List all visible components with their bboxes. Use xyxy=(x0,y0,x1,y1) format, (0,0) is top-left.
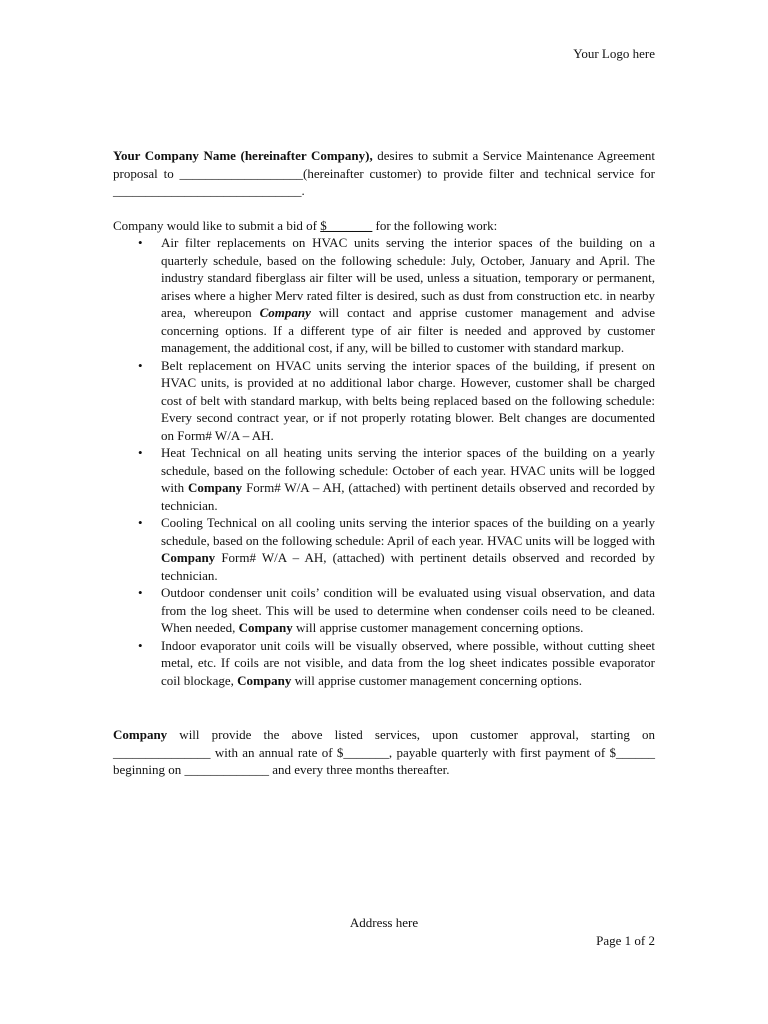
closing-paragraph xyxy=(113,726,655,779)
service-text: Air filter replacements on HVAC units serving the interior spaces of the building on a quarterly schedule, based on the following schedule: July, October, January and April. The industry standard fiberglass air filter will be used, unless a situation, temporary or permanent, arises where a higher Merv rated filter is desired, such as dust from construction etc. in nearby area, whereupon xyxy=(161,235,655,320)
service-text: will contact and apprise customer management and advise concerning options. If a different type of air filter is needed and approved by customer management, the additional cost, if any, will be billed to customer with standard markup. xyxy=(161,305,655,355)
company-emphasis: Company xyxy=(188,480,243,495)
logo-placeholder: Your Logo here xyxy=(573,46,655,61)
intro-text-3: . xyxy=(301,183,305,198)
service-text: Belt replacement on HVAC units serving the interior spaces of the building, if present on HVAC units, is provided at no additional labor charge. However, customer shall be charged cost of belt with standard markup, with belts being replaced based on the following schedule: Every second contract year, or if not properly rotating blower. Belt changes are documented on Form# W/A – AH. xyxy=(161,357,655,443)
company-emphasis: Company xyxy=(238,620,293,635)
document-body xyxy=(113,147,655,779)
service-text: will apprise customer management concerning options. xyxy=(292,620,584,635)
service-item-air-filter xyxy=(161,234,655,357)
service-text: Indoor evaporator unit coils will be visually observed, where possible, without cutting sheet metal, etc. If coils are not visible, and data from the log sheet indicates possible evaporator coil blockage, xyxy=(161,637,655,688)
service-item-heat xyxy=(161,444,655,514)
service-blank: _____________________________ xyxy=(113,183,302,198)
address-placeholder: Address here xyxy=(349,915,419,930)
intro-text-2: (hereinafter customer) to provide filter and technical service for xyxy=(303,165,656,181)
service-item-cooling xyxy=(161,514,655,584)
intro-paragraph xyxy=(113,147,655,200)
intro-text-1: desires to submit a Service Maintenance Agreement proposal to xyxy=(113,148,655,181)
company-emphasis: Company xyxy=(259,305,311,320)
service-item-belt xyxy=(161,357,655,445)
service-text: Form# W/A – AH, (attached) with pertinent details observed and recorded by technician. xyxy=(161,480,655,513)
closing-text: will provide the above listed services, upon customer approval, starting on _______________ with an annual rate of $_______, payable quarterly with first payment of $______ beginning on _____________ and every three months thereafter. xyxy=(113,727,655,777)
bid-amount-blank: $_______ xyxy=(320,217,373,233)
customer-blank: ___________________ xyxy=(179,165,304,181)
company-emphasis: Company xyxy=(161,550,216,565)
service-item-evaporator xyxy=(161,637,655,690)
service-text: Heat Technical on all heating units serving the interior spaces of the building on a yearly schedule, based on the following schedule: October of each year. HVAC units will be logged with xyxy=(161,445,655,495)
page-number: Page 1 of 2 xyxy=(596,933,655,948)
service-text: Form# W/A – AH, (attached) with pertinent details observed and recorded by technician. xyxy=(161,550,655,583)
services-list xyxy=(113,234,655,689)
company-emphasis: Company xyxy=(237,672,292,688)
service-text: Outdoor condenser unit coils’ condition will be evaluated using visual observation, and data from the log sheet. This will be used to determine when condenser coils need to be cleaned. When needed, xyxy=(161,585,655,635)
service-text: will apprise customer management concerning options. xyxy=(291,672,582,688)
bid-prefix: Company would like to submit a bid of xyxy=(113,217,321,233)
company-name: Your Company Name (hereinafter Company), xyxy=(113,148,373,163)
service-text: Cooling Technical on all cooling units serving the interior spaces of the building on a yearly schedule, based on the following schedule: April of each year. HVAC units will be logged with xyxy=(161,515,655,548)
bid-line xyxy=(113,217,655,235)
bid-suffix: for the following work: xyxy=(372,217,498,233)
company-emphasis: Company xyxy=(113,727,168,742)
service-item-condenser xyxy=(161,584,655,637)
